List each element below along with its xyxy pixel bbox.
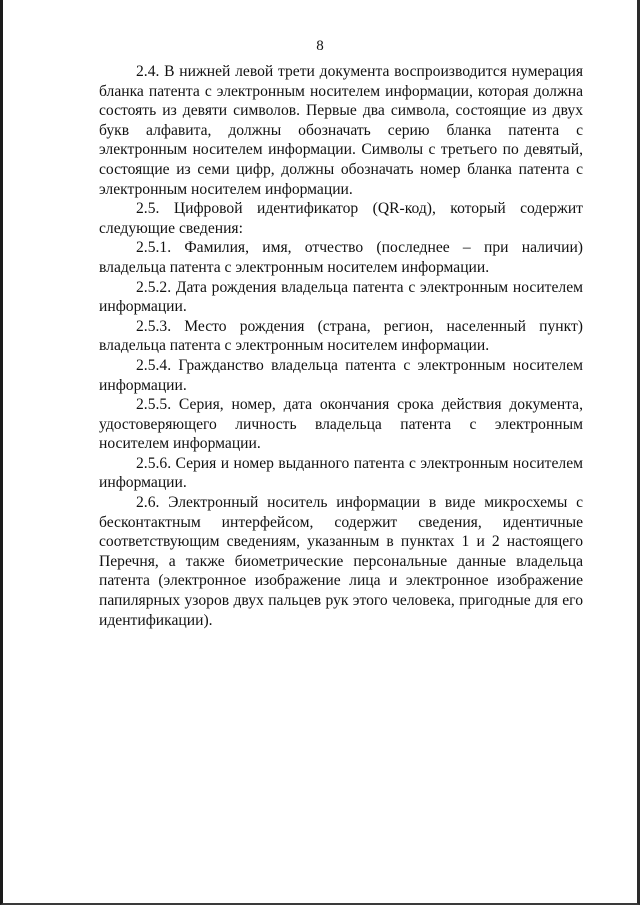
paragraph-2-4: 2.4. В нижней левой трети документа воспроизводится нумерация бланка патента с электронным носителем информации, которая должна состоять из девяти символов. Первые два символа, состоящие из двух букв алфавита, должны обозначать серию бланка патента с электронным носителем информации. Символы с третьего по девятый, состоящие из семи цифр, должны обозначать номер бланка патента с электронным носителем информации. bbox=[99, 63, 583, 198]
paragraph-2-5-2: 2.5.2. Дата рождения владельца патента с электронным носителем информации. bbox=[99, 278, 583, 316]
paragraph-2-5: 2.5. Цифровой идентификатор (QR-код), который содержит следующие сведения: bbox=[99, 200, 583, 237]
paragraph-2-6: 2.6. Электронный носитель информации в виде микросхемы с бесконтактным интерфейсом, содержит сведения, идентичные соответствующим сведениям, указанным в пунктах 1 и 2 настоящего Перечня, а также биометрические персональные данные владельца патента (электронное изображение лица и электронное изображение папилярных узоров двух пальцев рук этого человека, пригодные для его идентификации). bbox=[99, 494, 583, 629]
paragraph-2-5-4: 2.5.4. Гражданство владельца патента с электронным носителем информации. bbox=[99, 356, 583, 394]
document-body bbox=[99, 62, 583, 630]
paragraph-2-5-6: 2.5.6. Серия и номер выданного патента с электронным носителем информации. bbox=[99, 454, 583, 492]
paragraph-2-5-5: 2.5.5. Серия, номер, дата окончания срока действия документа, удостоверяющего личность владельца патента с электронным носителем информации. bbox=[99, 396, 583, 453]
paragraph-2-5-1: 2.5.1. Фамилия, имя, отчество (последнее – при наличии) владельца патента с электронным носителем информации. bbox=[99, 239, 583, 276]
page-number: 8 bbox=[316, 38, 324, 54]
paragraph-2-5-3: 2.5.3. Место рождения (страна, регион, населенный пункт) владельца патента с электронным носителем информации. bbox=[99, 317, 583, 355]
